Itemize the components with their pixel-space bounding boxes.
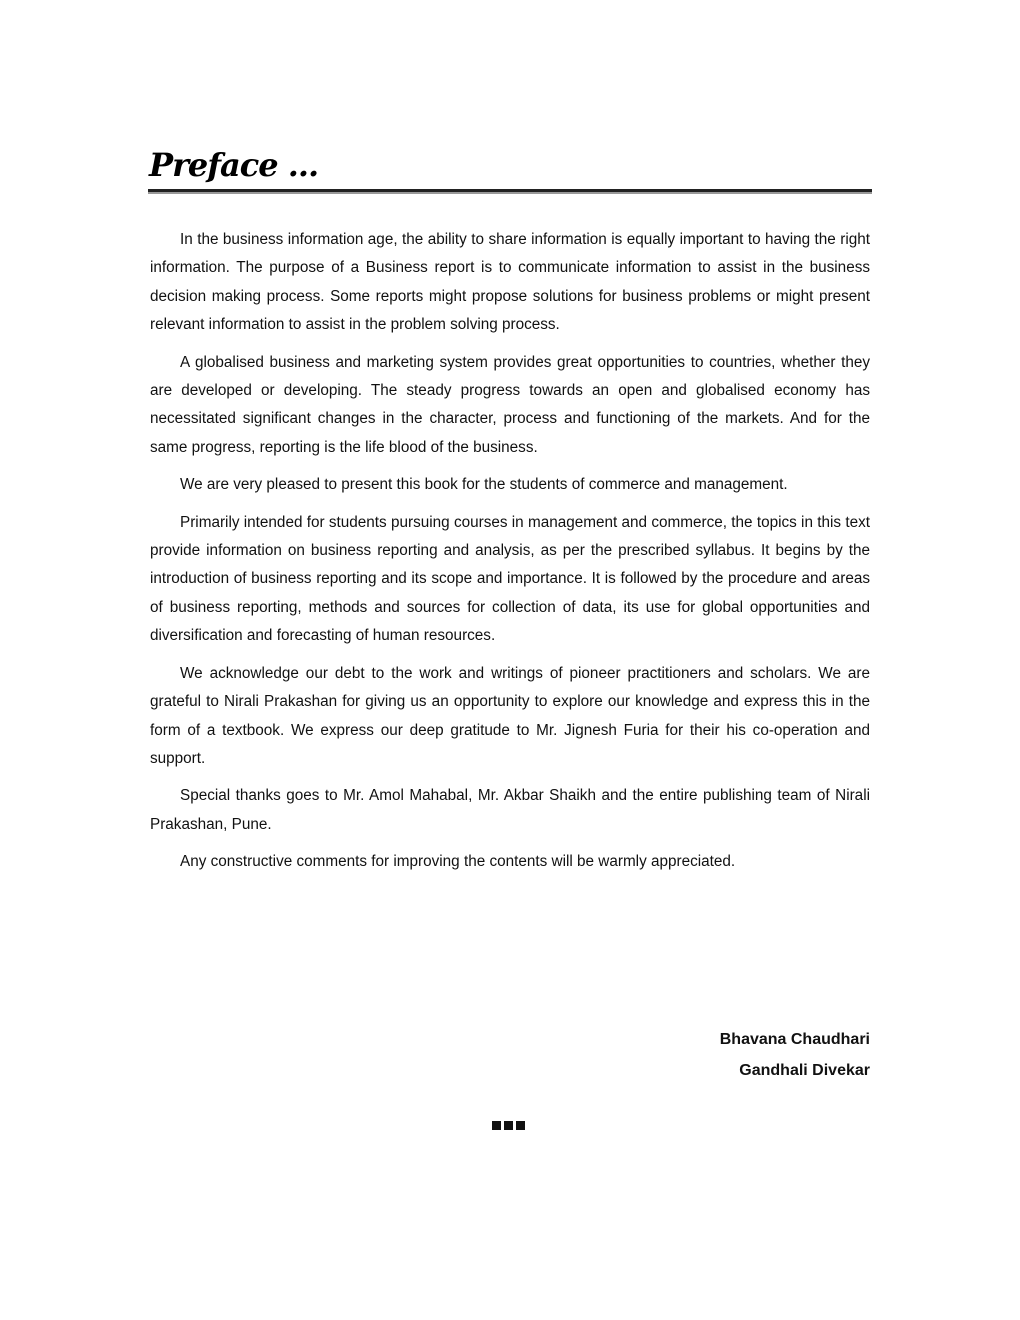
paragraph: Special thanks goes to Mr. Amol Mahabal, Mr. Akbar Shaikh and the entire publishing team of Nirali Prakashan, Pune. (150, 787, 870, 833)
signature-block (720, 1024, 870, 1086)
title-rule (148, 189, 872, 192)
author-name: Gandhali Divekar (739, 1062, 870, 1079)
preface-body (150, 226, 870, 886)
paragraph: We are very pleased to present this book for the students of commerce and management. (180, 476, 788, 494)
end-mark-icon (492, 1121, 525, 1130)
paragraph: We acknowledge our debt to the work and writings of pioneer practitioners and scholars. We are grateful to Nirali Prakashan for giving us an opportunity to explore our knowledge and express this in the form of a textbook. We express our deep gratitude to Mr. Jignesh Furia for their his co-operation and support. (150, 664, 870, 767)
paragraph: Primarily intended for students pursuing courses in management and commerce, the topics in this text provide information on business reporting and analysis, as per the prescribed syllabus. It begins by the introduction of business reporting and its scope and importance. It is followed by the procedure and areas of business reporting, methods and sources for collection of data, its use for global opportunities and diversification and forecasting of human resources. (150, 513, 870, 645)
paragraph: In the business information age, the ability to share information is equally important to having the right information. The purpose of a Business report is to communicate information to assist in the business decision making process. Some reports might propose solutions for business problems or might present relevant information to assist in the problem solving process. (150, 231, 870, 334)
page-title: Preface ... (149, 146, 319, 184)
author-name: Bhavana Chaudhari (719, 1031, 870, 1048)
paragraph: Any constructive comments for improving the contents will be warmly appreciated. (180, 853, 736, 871)
paragraph: A globalised business and marketing system provides great opportunities to countries, whether they are developed or developing. The steady progress towards an open and globalised economy has necessitated significant changes in the character, process and functioning of the markets. And for the same progress, reporting is the life blood of the business. (150, 353, 870, 456)
